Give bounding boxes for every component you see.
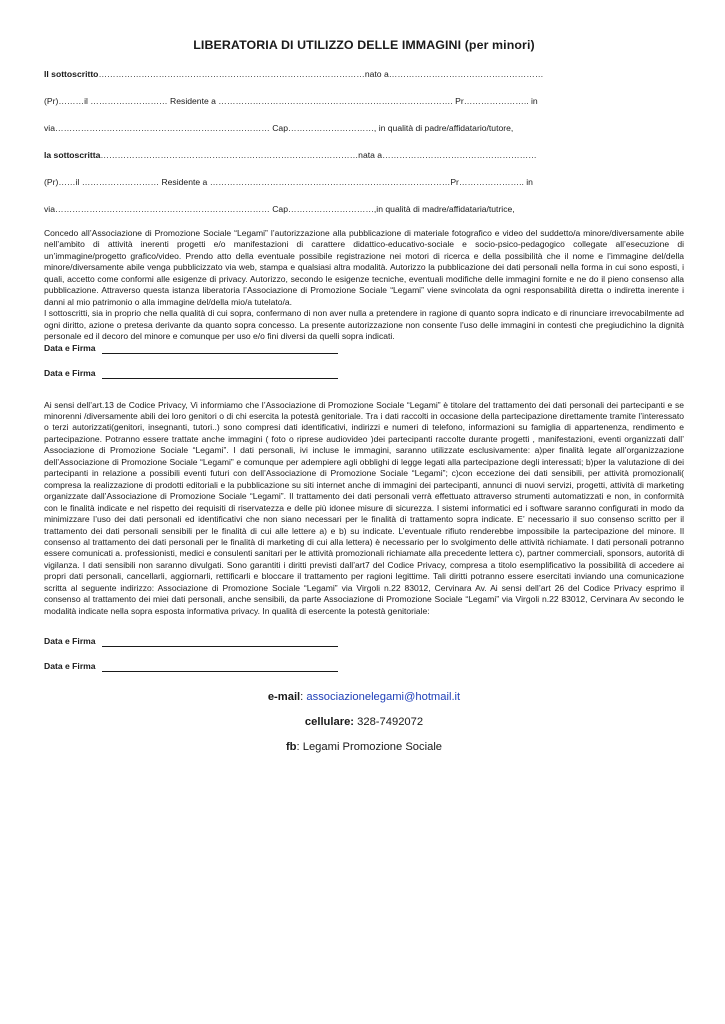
mother-name-field[interactable]: ………………………………………………………………………………nata a……………………………………………… <box>100 150 537 160</box>
facebook-page: Legami Promozione Sociale <box>302 741 443 754</box>
consent-paragraph: Concedo all’Associazione di Promozione Sociale “Legami” l’autorizzazione alla pubblicazione di materiale fotografico e video del suddetto/a minore/diversamente abile nell’ambito di attività inerenti progetti e/o manifestazioni di carattere didattico-educativo-sociale e socio-psico-pedagogico collegate all’esecuzione di un’immagine/progetto grafico/video. Prendo atto della eventuale possibile registrazione nei motori di ricerca e della possibilità che il nome e l’immagine del/della minore/diversamente abile venga pubblicizzato via web, stampa e qualsiasi altra modalità. Autorizzo la pubblicazione dei dati personali nella forma in cui sono esposti, i quali, accetto come conformi alle esigenze di privacy. Autorizzo, secondo le esigenze tecniche, eventuali modifiche delle immagini fornite e ne do il pieno consenso alla pubblicazione. Attraverso questa istanza liberatoria l’Associazione di Promozione Sociale “Legami” viene svincolata da ogni responsabilità diretta o indiretta inerente i danni al mio patrimonio o alla immagine del/della mio/a tutelato/a. <box>44 228 684 307</box>
father-residence-line[interactable]: (Pr)………il ……………………… Residente a ………………………………………………………………………. Pr………………….. in <box>44 96 538 106</box>
mother-address-line[interactable]: via………………………………………………………………… Cap…………………………,in qualità di madre/affidataria/tutrice, <box>44 204 515 214</box>
facebook-line: fb: Legami Promozione Sociale <box>285 741 443 754</box>
father-label: Il sottoscritto <box>44 69 99 79</box>
email-link[interactable]: associazionelegami@hotmail.it <box>306 691 461 704</box>
email-label: e-mail <box>267 691 301 704</box>
signature-row-1 <box>44 343 684 354</box>
father-name-field[interactable]: …………………………………………………………………………………nato a……………………………………………… <box>98 69 544 79</box>
renounce-paragraph: I sottoscritti, sia in proprio che nella qualità di cui sopra, confermano di non aver nulla a pretendere in ragione di quanto sopra indicato e di rinunciare irrevocabilmente ad ogni diritto, azione o pretesa derivante da quanto sopra concesso. La presente autorizzazione non consente l’uso delle immagini in contesti che pregiudichino la dignità personale ed il decoro del minore e comunque per uso e/o fini diversi da quelli sopra indicati. <box>44 308 684 342</box>
phone-line <box>44 716 684 728</box>
phone-number: 328-7492072 <box>357 716 424 729</box>
document-page <box>44 38 684 753</box>
signature-field[interactable] <box>102 370 338 379</box>
signature-label: Data e Firma <box>44 636 96 647</box>
phone-label: cellulare: <box>304 716 355 729</box>
mother-label: la sottoscritta <box>44 150 101 160</box>
signature-row-2 <box>44 368 684 379</box>
father-name-line <box>44 69 684 80</box>
signature-field[interactable] <box>102 663 338 672</box>
email-line: e-mail: associazionelegami@hotmail.it <box>267 691 461 704</box>
signature-label: Data e Firma <box>44 342 96 353</box>
signature-label: Data e Firma <box>44 367 96 378</box>
signature-field[interactable] <box>102 345 338 354</box>
privacy-paragraph: Ai sensi dell’art.13 de Codice Privacy, Vi informiamo che l’Associazione di Promozione Sociale “Legami” è titolare del trattamento dei dati personali dei partecipanti e se minorenni /diversamente abili dei loro genitori o di chi esercita la potestà genitoriale. Tra i dati raccolti in occasione della partecipazione direttamente tramite l’interessato o terzi autorizzati(genitori, insegnanti, tutori..) sono compresi dati identificativi, indirizzi e numeri di telefono, informazioni su famiglia di appartenenza, rendimento e partecipazione. Potranno essere trattate anche immagini ( foto o riprese audiovideo )dei partecipanti raccolte durante progetti , manifestazioni, eventi organizzati dall’ Associazione di Promozione Sociale “Legami”. I dati personali, ivi incluse le immagini, saranno utilizzate esclusivamente: a)per finalità legate all’organizzazione dell’Associazione di Promozione Sociale “Legami” e comunque per adempiere agli obblighi di legge legati alla partecipazione degli interessati; b)per la valutazione di dei partecipanti in relazione a possibili eventi futuri con dell’Associazione di Promozione Sociale “Legami”; c)con eccezione dei dati sensibili, per attività promozionali( compresa la realizzazione di prodotti editoriali e la pubblicazione su siti internet anche di immagini dei partecipanti, annunci di nuovi servizi, progetti, attività di marketing organizzate dall’Associazione di Promozione Sociale “Legami”. Il trattamento dei dati personali verrà effettuato attraverso strumenti automatizzati e non, in conformità con le finalità indicate e nel rispetto dei requisiti di riservatezza e delle più idonee misure di sicurezza. I sistemi informatici ed i software saranno configurati in modo da minimizzare l’uso dei dati personali ed identificativi che non siano necessari per le finalità di trattamento sopra indicate. E’ necessario il suo consenso scritto per il trattamento dei dati personali sensibili per le finalità di cui alle lettere a) e b) su indicate. L’eventuale rifiuto renderebbe impossibile la partecipazione del minore. Il consenso al trattamento dei dati personali per le finalità di marketing di cui alla lettera) è necessario per lo svolgimento delle attività richiamate. I dati personali potranno essere comunicati a. professionisti, medici e consulenti sanitari per le attività promozionali richiamate alla precedente lettera c), partner commerciali, sponsors, autorità di vigilanza. I dati sensibili non saranno divulgati. Sono garantiti i diritti previsti dall’art7 del Codice Privacy, compresa a titolo esemplificativo la possibilità di accedere ai propri dati personali, cancellarli, aggiornarli, rettificarli e bloccare il trattamento per ragioni legittime. Tali diritti potranno essere esercitati inviando una comunicazione scritta al seguente indirizzo: Associazione di Promozione Sociale “Legami” via Virgoli n.22 83012, Cervinara Av. Ai sensi dell’art 26 del Codice Privacy esprimo il consenso al trattamento dei miei dati personali, anche sensibili, da parte Associazione di Promozione Sociale “Legami” via Virgoli n.22 83012, Cervinara Av secondo le modalità indicate nella sopra esposta informativa privacy. In qualità di esercente la potestà genitoriale: <box>44 399 684 616</box>
signature-row-4 <box>44 661 684 672</box>
signature-row-3 <box>44 636 684 647</box>
father-address-line[interactable]: via………………………………………………………………… Cap…………………………, in qualità di padre/affidatario/tutore, <box>44 123 514 133</box>
mother-name-line <box>44 150 684 161</box>
signature-label: Data e Firma <box>44 661 96 672</box>
facebook-label: fb <box>285 741 297 754</box>
signature-field[interactable] <box>102 638 338 647</box>
mother-residence-line[interactable]: (Pr)……il ……………………… Residente a …………………………………………………………………………Pr………………….. in <box>44 177 533 187</box>
document-title: LIBERATORIA DI UTILIZZO DELLE IMMAGINI (per minori) <box>193 38 535 52</box>
